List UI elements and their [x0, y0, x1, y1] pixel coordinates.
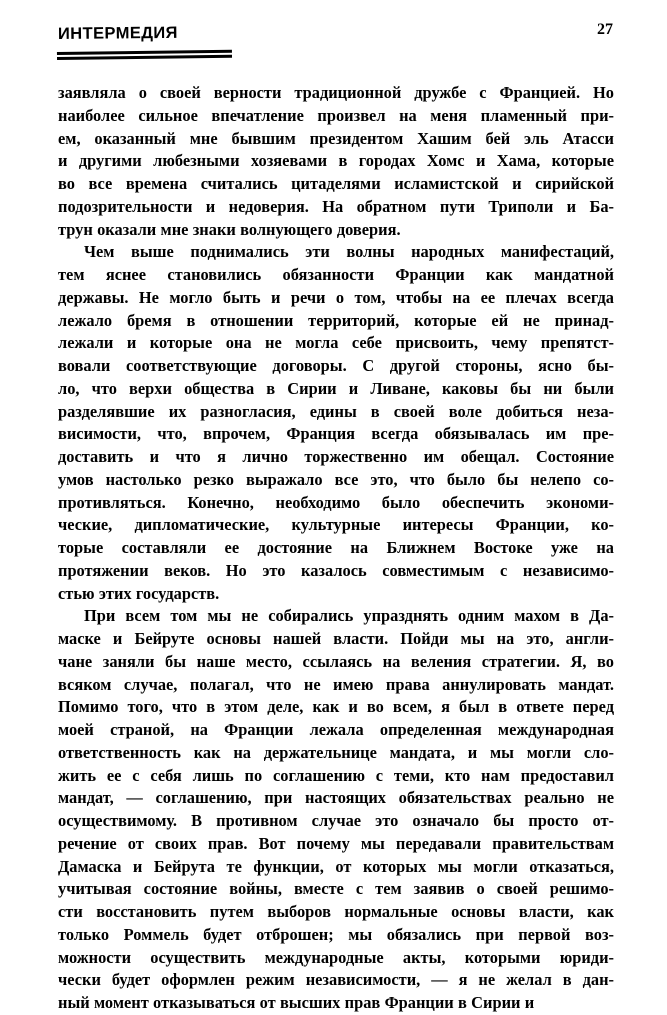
text-line: только Роммель будет отброшен; мы обязались при первой воз- — [58, 924, 614, 944]
text-line: заявляла о своей верности традиционной дружбе с Францией. Но — [58, 83, 614, 102]
page-header — [0, 0, 667, 72]
text-line: подозрительности и недоверия. На обратном пути Триполи и Ба- — [58, 196, 614, 216]
text-line: Дамаска и Бейрута те функции, от которых мы могли отказаться, — [58, 856, 614, 876]
text-line: сти восстановить путем выборов нормальные основы власти, как — [58, 902, 614, 921]
text-line: лежали и которые она не могла себе присвоить, чему препятст- — [58, 333, 614, 353]
header-double-rule — [57, 50, 232, 62]
text-line: трун оказали мне знаки волнующего доверия. — [58, 219, 401, 239]
text-line: умов настолько резко выражало все это, что было бы нелепо со- — [58, 469, 614, 489]
text-line: жить ее с себя лишь по соглашению с теми, кто нам предоставил — [58, 765, 614, 785]
text-line: тем яснее становились обязанности Франции как мандатной — [58, 265, 614, 284]
text-line: вовали соответствующие договоры. С другой стороны, ясно бы- — [58, 356, 614, 375]
page-number: 27 — [597, 21, 613, 38]
text-line: наиболее сильное впечатление произвел на меня пламенный при- — [58, 105, 614, 125]
text-line: доставить и что я лично торжественно им обещал. Состояние — [58, 447, 614, 466]
text-line: во все времена считались цитаделями исламистской и сирийской — [58, 174, 614, 193]
text-line: разделявшие их разногласия, едины в своей воле добиться неза- — [58, 401, 614, 421]
text-line: моей страной, на Франции лежала определенная международная — [58, 720, 614, 739]
text-line: стью этих государств. — [58, 583, 220, 603]
text-line: висимости, что, впрочем, Франция всегда обязывалась им пре- — [58, 424, 614, 444]
header-rule-upper — [57, 50, 232, 55]
text-line: учитывая состояние войны, вместе с тем заявив о своей решимо- — [58, 879, 614, 899]
para-2 — [58, 241, 614, 605]
text-line: чане заняли бы наше место, ссылаясь на веления стратегии. Я, во — [58, 651, 614, 671]
text-line: лежало бремя в отношении территорий, которые ей не принад- — [58, 310, 614, 330]
text-line: ем, оказанный мне бывшим президентом Хашим бей эль Атасси — [58, 128, 614, 148]
text-line: ответственность как на держательнице мандата, и мы могли сло- — [58, 742, 614, 762]
text-line: Помимо того, что в этом деле, как и во всем, я был в ответе перед — [58, 697, 614, 717]
text-line: ческие, дипломатические, культурные интересы Франции, ко- — [58, 515, 614, 535]
text-line: мандат, — соглашению, при настоящих обязательствах реально не — [58, 788, 614, 808]
text-line: Чем выше поднимались эти волны народных манифестаций, — [84, 242, 614, 262]
text-line: чески будет оформлен режим независимости, — я не желал в дан- — [58, 970, 614, 990]
running-head: ИНТЕРМЕДИЯ — [57, 23, 178, 43]
text-line: всяком случае, полагал, что не имею права аннулировать мандат. — [58, 674, 614, 694]
text-line: державы. Не могло быть и речи о том, чтобы на ее плечах всегда — [58, 287, 614, 307]
para-3 — [58, 605, 614, 1015]
text-line: ло, что верхи общества в Сирии и Ливане, каковы бы ни были — [58, 378, 614, 398]
text-line: торые составляли ее достояние на Ближнем Востоке уже на — [58, 538, 614, 557]
text-line: речение от своих прав. Вот почему мы передавали правительствам — [58, 833, 614, 853]
text-line: При всем том мы не собирались упразднять одним махом в Да- — [84, 606, 614, 626]
header-rule-lower — [57, 55, 232, 60]
body-text — [58, 82, 614, 1015]
text-line: противляться. Конечно, необходимо было обеспечить экономи- — [58, 492, 614, 512]
para-1 — [58, 82, 614, 241]
text-line: ный момент отказываться от высших прав Франции в Сирии и — [58, 993, 535, 1012]
text-line: осуществимому. В противном случае это означало бы просто от- — [58, 811, 614, 830]
text-line: протяжении веков. Но это казалось совместимым с независимо- — [58, 560, 614, 580]
text-line: и другими любезными хозяевами в городах Хомс и Хама, которые — [58, 151, 614, 171]
text-line: маске и Бейруте основы нашей власти. Пойди мы на это, англи- — [58, 629, 614, 648]
text-line: можности осуществить международные акты, которыми юриди- — [58, 947, 614, 967]
